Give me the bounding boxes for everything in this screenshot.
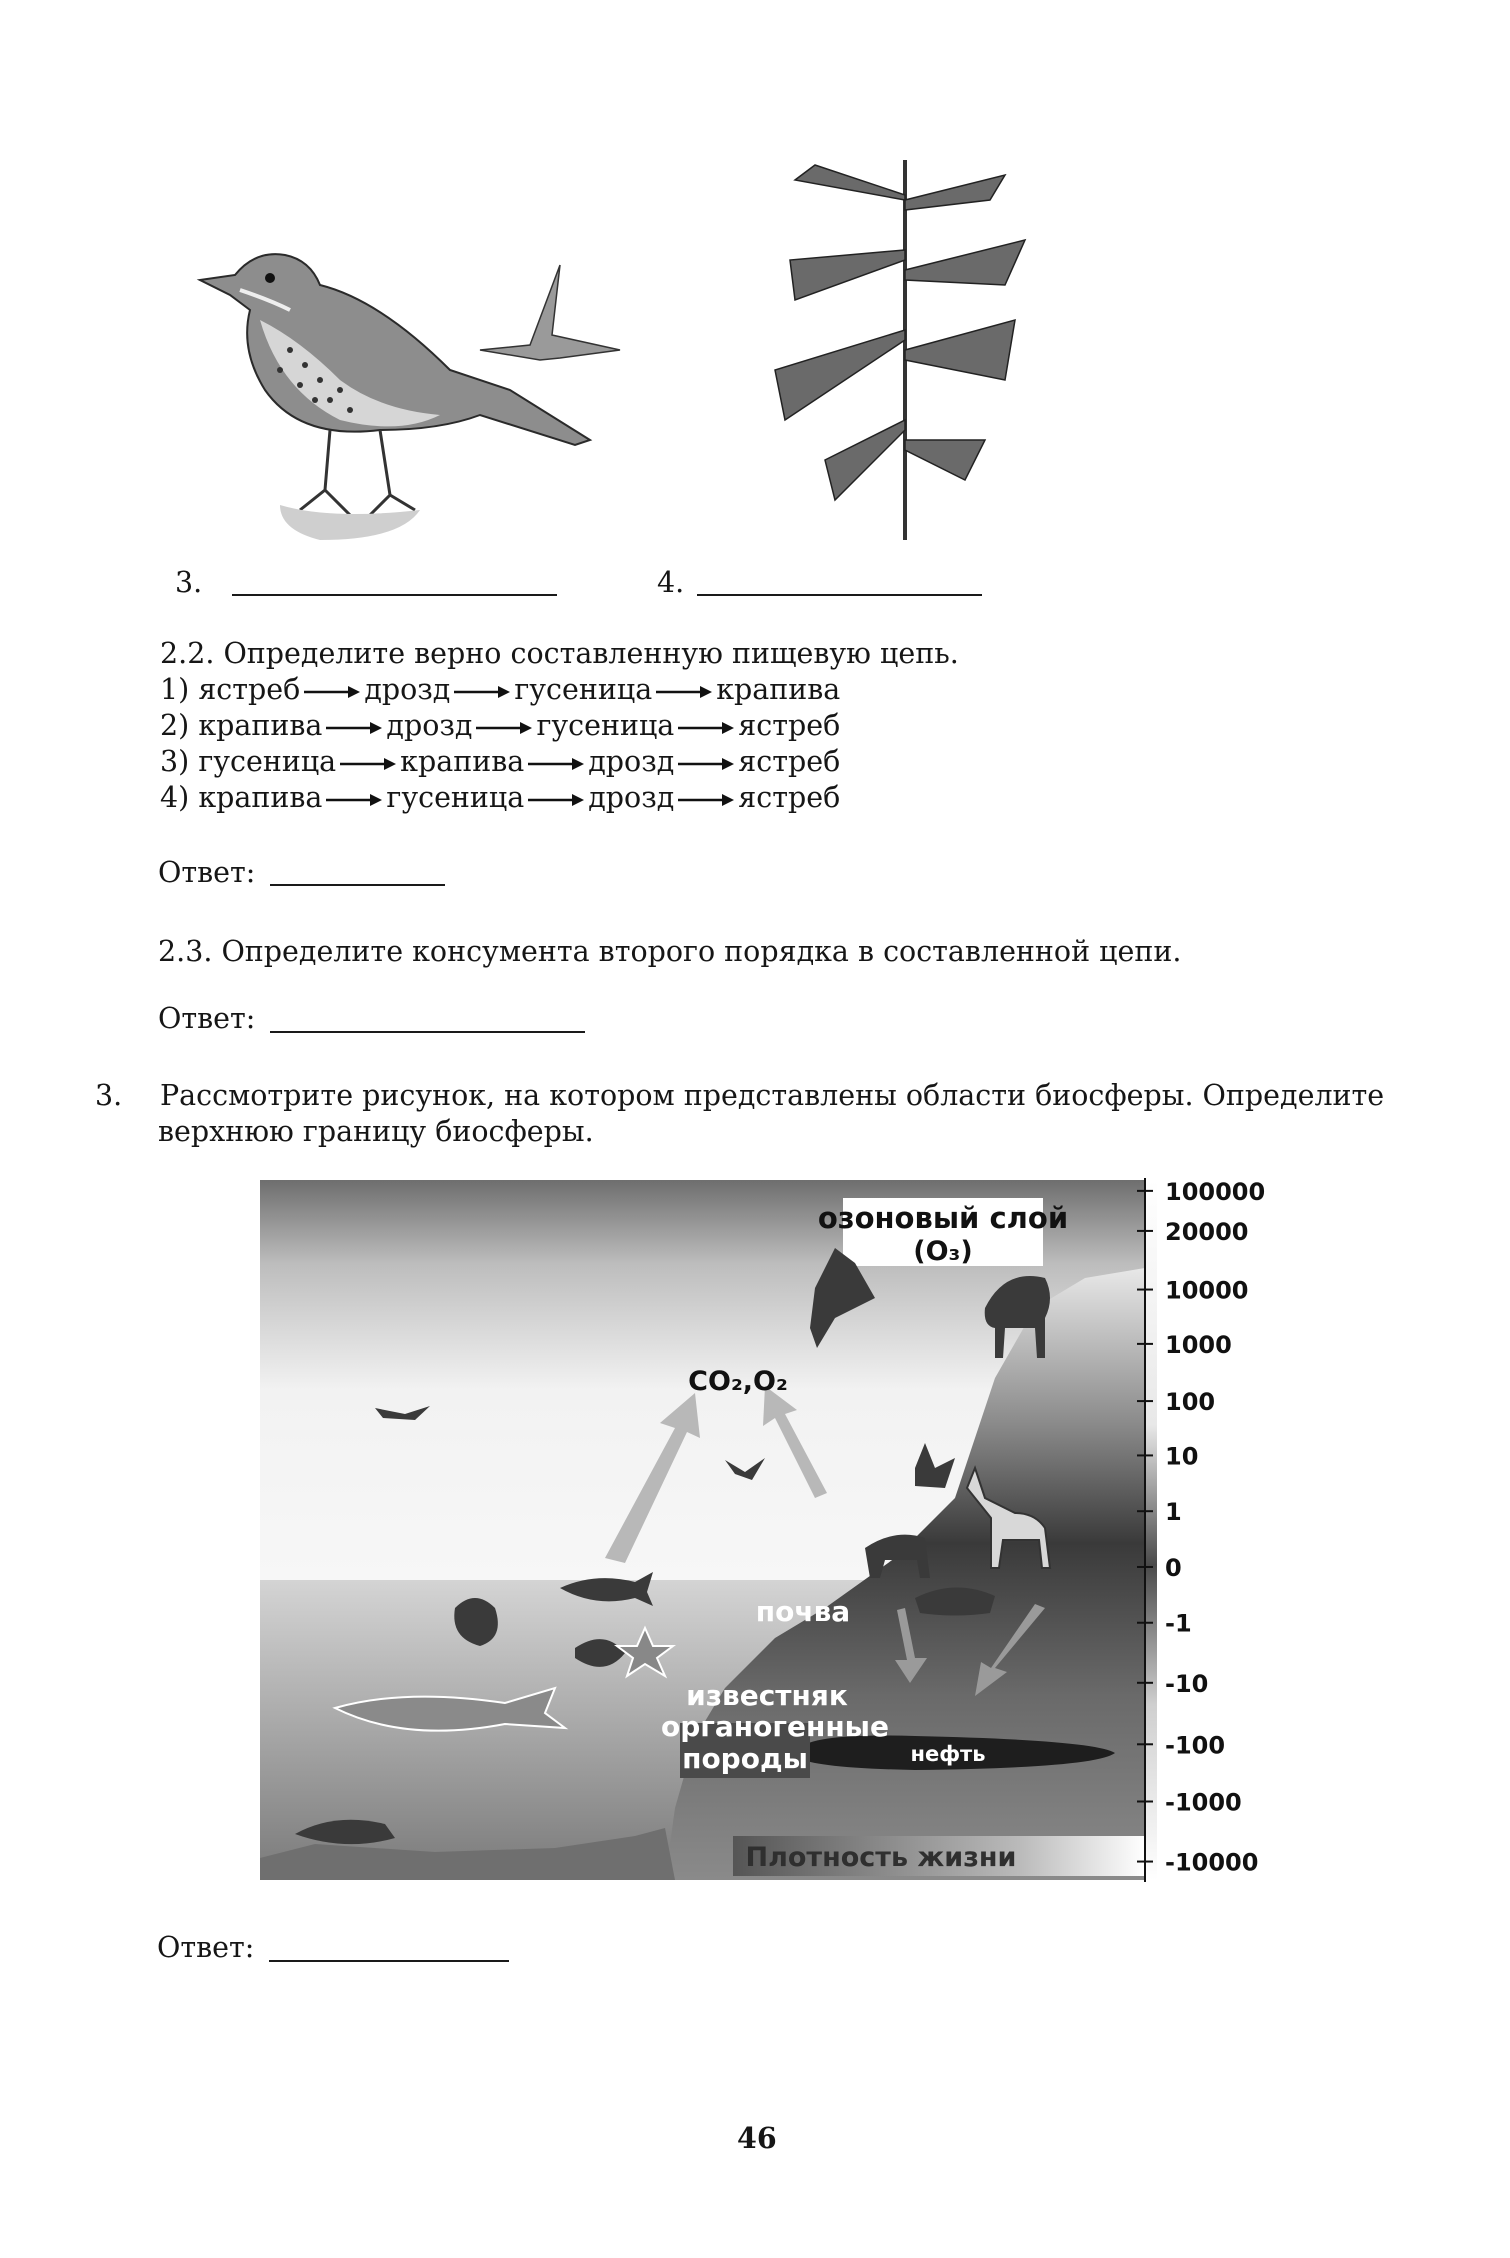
scale-label: -10000	[1165, 1848, 1259, 1877]
scale-label: -100	[1165, 1731, 1226, 1760]
scale-label: 100	[1165, 1388, 1216, 1417]
scale-label: 10	[1165, 1442, 1199, 1471]
chain-item: дрозд	[386, 709, 473, 742]
thrush-bird-image	[180, 240, 640, 560]
arrow-icon	[528, 757, 584, 771]
arrow-icon	[656, 685, 712, 699]
task-3-answer-line[interactable]	[269, 1960, 509, 1962]
task-2-2-answer-line[interactable]	[270, 884, 445, 886]
arrow-icon	[454, 685, 510, 699]
task-2-2-answer-label: Ответ:	[158, 856, 256, 889]
rocks-label: породы	[682, 1742, 808, 1775]
scale-label: 1	[1165, 1498, 1182, 1527]
option-4[interactable]	[160, 780, 840, 816]
chain-item: гусеница	[386, 781, 525, 814]
scale-label: 20000	[1165, 1217, 1249, 1246]
task-2-3-answer-line[interactable]	[270, 1031, 585, 1033]
scale-label: 100000	[1165, 1177, 1265, 1206]
chain-item: крапива	[400, 745, 525, 778]
chain-item: гусеница	[514, 673, 653, 706]
arrow-icon	[326, 721, 382, 735]
soil-label: почва	[755, 1595, 851, 1628]
ozone-layer-label: озоновый слой	[817, 1201, 1069, 1235]
task-3-text-line-2: верхнюю границу биосферы.	[158, 1115, 594, 1148]
bird-caption-number: 3.	[175, 566, 203, 599]
plant-caption-number: 4.	[657, 566, 685, 599]
chain-item: дрозд	[588, 781, 675, 814]
scale-label: -1000	[1165, 1788, 1242, 1817]
arrow-icon	[476, 721, 532, 735]
chain-item: крапива	[198, 709, 323, 742]
chain-item: гусеница	[198, 745, 337, 778]
option-2[interactable]	[160, 708, 840, 744]
arrow-icon	[678, 793, 734, 807]
task-3-number: 3.	[95, 1079, 123, 1112]
arrow-icon	[340, 757, 396, 771]
life-density-strip	[1145, 1180, 1157, 1880]
arrow-icon	[678, 721, 734, 735]
option-3[interactable]	[160, 744, 840, 780]
chain-item: ястреб	[738, 745, 841, 778]
chain-item: крапива	[716, 673, 841, 706]
arrow-icon	[326, 793, 382, 807]
food-chain-options	[160, 672, 840, 816]
scale-label: -1	[1165, 1609, 1192, 1638]
task-2-3-answer-label: Ответ:	[158, 1002, 256, 1035]
limestone-label: известняк	[686, 1679, 848, 1712]
task-3-text-line-1: Рассмотрите рисунок, на котором представлены области биосферы. Определите	[160, 1079, 1385, 1112]
task-2-3-question: 2.3. Определите консумента второго порядка в составленной цепи.	[158, 935, 1182, 968]
option-number: 4)	[160, 781, 190, 814]
option-number: 2)	[160, 709, 190, 742]
chain-item: гусеница	[536, 709, 675, 742]
gases-label: CO₂,O₂	[688, 1366, 788, 1397]
task-2-2-question: 2.2. Определите верно составленную пищевую цепь.	[160, 637, 959, 670]
biosphere-figure	[255, 1168, 1265, 1890]
arrow-icon	[304, 685, 360, 699]
organogenic-label: органогенные	[660, 1710, 890, 1743]
chain-item: ястреб	[198, 673, 301, 706]
chain-item: ястреб	[738, 781, 841, 814]
page-number: 46	[737, 2121, 777, 2155]
option-number: 1)	[160, 673, 190, 706]
bird-answer-line[interactable]	[232, 594, 557, 596]
life-density-label: Плотность жизни	[745, 1842, 1017, 1873]
chain-item: ястреб	[738, 709, 841, 742]
oil-label: нефть	[910, 1742, 986, 1766]
chain-item: дрозд	[364, 673, 451, 706]
plant-answer-line[interactable]	[697, 594, 982, 596]
scale-label: 1000	[1165, 1330, 1232, 1359]
option-number: 3)	[160, 745, 190, 778]
scale-label: 0	[1165, 1553, 1182, 1582]
arrow-icon	[678, 757, 734, 771]
chain-item: дрозд	[588, 745, 675, 778]
arrow-icon	[528, 793, 584, 807]
task-3-answer-label: Ответ:	[157, 1931, 255, 1964]
option-1[interactable]	[160, 672, 840, 708]
scale-label: -10	[1165, 1669, 1209, 1698]
scale-label: 10000	[1165, 1276, 1249, 1305]
nettle-plant-image	[755, 140, 1055, 560]
ozone-formula-label: (O₃)	[913, 1236, 973, 1267]
chain-item: крапива	[198, 781, 323, 814]
